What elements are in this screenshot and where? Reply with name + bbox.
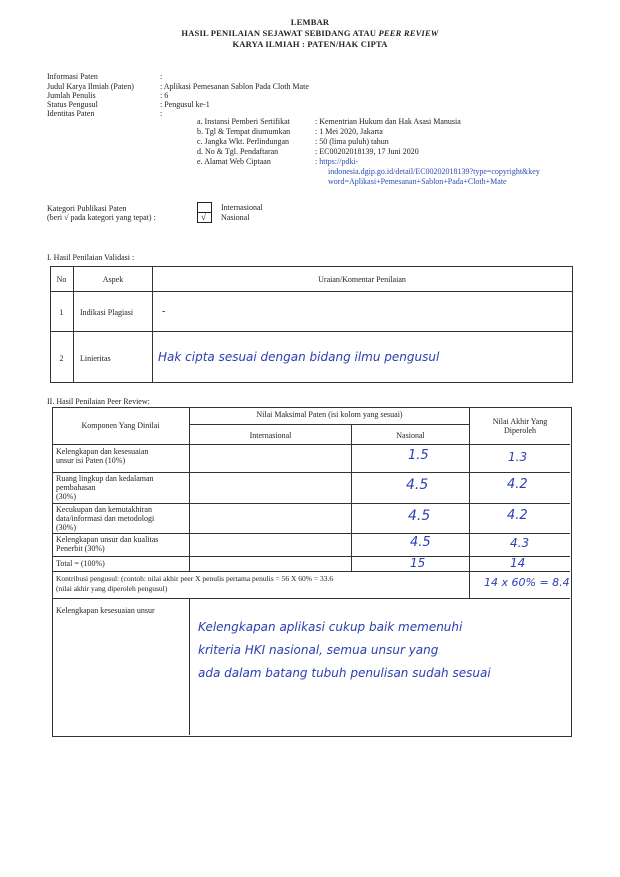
validasi-row1-komentar: - — [162, 306, 166, 317]
validasi-row1-aspek: Indikasi Plagiasi — [80, 308, 134, 317]
info-value-judul: : Aplikasi Pemesanan Sablon Pada Cloth Mate — [160, 82, 309, 91]
info-section-label: Informasi Paten — [47, 72, 98, 81]
review-total-label: Total = (100%) — [56, 559, 105, 568]
info-value-status: : Pengusul ke-1 — [160, 100, 210, 109]
category-label-1: Kategori Publikasi Paten — [47, 204, 127, 213]
header-line2-italic: PEER REVIEW — [378, 28, 439, 38]
komentar-label: Kelengkapan kesesuaian unsur — [56, 606, 155, 615]
komentar-line-2: kriteria HKI nasional, semua unsur yang — [198, 643, 439, 657]
validasi-row2-no: 2 — [59, 354, 64, 363]
review-table — [52, 407, 572, 737]
review-head-nilai-max: Nilai Maksimal Paten (isi kolom yang sesuai) — [256, 410, 403, 419]
review-head-komponen: Komponen Yang Dinilai — [81, 421, 160, 430]
info-label-identitas: Identitas Paten — [47, 109, 95, 118]
review-row4-label-2: Penerbit (30%) — [56, 544, 105, 553]
review-head-nasional: Nasional — [396, 431, 425, 440]
review-row2-label-3: (30%) — [56, 492, 76, 501]
identity-label-a: a. Instansi Pemberi Sertifikat — [197, 117, 290, 126]
identity-label-b: b. Tgl & Tempat diumumkan — [197, 127, 291, 136]
review-row2-label-1: Ruang lingkup dan kedalaman — [56, 474, 154, 483]
komentar-line-3: ada dalam batang tubuh penulisan sudah sesuai — [198, 666, 491, 680]
info-label-jumlah: Jumlah Penulis — [47, 91, 96, 100]
kontribusi-line-1: Kontribusi pengusul: (contoh: nilai akhir peer X penulis pertama penulis = 56 X 60% = 33.6 — [56, 574, 334, 583]
review-row4-akhir: 4.3 — [510, 536, 530, 550]
info-label-status: Status Pengusul — [47, 100, 98, 109]
review-row1-akhir: 1.3 — [508, 450, 528, 464]
web-url-line1[interactable]: : https://pdki- — [315, 157, 359, 166]
web-url-line2[interactable]: indonesia.dgip.go.id/detail/EC00202018139?type=copyright&key — [328, 167, 540, 176]
review-row2-nasional: 4.5 — [406, 477, 429, 493]
identity-label-e: e. Alamat Web Ciptaan — [197, 157, 271, 166]
identity-label-c: c. Jangka Wkt. Perlindungan — [197, 137, 290, 146]
review-head-akhir-2: Diperoleh — [504, 426, 536, 435]
info-label-judul: Judul Karya Ilmiah (Paten) — [47, 82, 134, 91]
validasi-title: I. Hasil Penilaian Validasi : — [47, 253, 135, 262]
review-row3-label-2: data/informasi dan metodologi — [56, 514, 155, 523]
header-line3: KARYA ILMIAH : PATEN/HAK CIPTA — [232, 39, 388, 49]
review-head-internasional: Internasional — [249, 431, 292, 440]
validasi-head-aspek: Aspek — [102, 275, 124, 284]
option-internasional: Internasional — [221, 203, 263, 212]
validasi-head-no: No — [56, 275, 67, 284]
identity-value-c: : 50 (lima puluh) tahun — [315, 137, 389, 146]
info-value-jumlah: : 6 — [160, 91, 169, 100]
option-nasional: Nasional — [221, 213, 250, 222]
review-head-akhir-1: Nilai Akhir Yang — [492, 417, 548, 426]
validasi-row2-aspek: Linieritas — [80, 354, 111, 363]
review-row3-akhir: 4.2 — [507, 508, 528, 523]
web-url-line3[interactable]: word=Aplikasi+Pemesanan+Sablon+Pada+Cloth+Mate — [328, 177, 507, 186]
identity-label-d: d. No & Tgl. Pendaftaran — [197, 147, 279, 156]
validasi-head-komentar: Uraian/Komentar Penilaian — [318, 275, 406, 284]
header-line2 — [0, 28, 620, 38]
review-row3-label-3: (30%) — [56, 523, 76, 532]
identity-value-d: : EC00202018139, 17 Juni 2020 — [315, 147, 419, 156]
review-total-nasional: 15 — [410, 556, 426, 570]
review-row1-label-1: Kelengkapan dan kesesuaian — [56, 447, 149, 456]
header-line1: LEMBAR — [290, 17, 330, 27]
header-line2-prefix: HASIL PENILAIAN SEJAWAT SEBIDANG ATAU — [181, 28, 379, 38]
review-row1-nasional: 1.5 — [408, 448, 429, 463]
review-total-akhir: 14 — [510, 556, 526, 570]
review-row3-label-1: Kecukupan dan kemutakhiran — [56, 505, 152, 514]
info-section-colon: : — [160, 72, 163, 81]
kontribusi-value: 14 x 60% = 8.4 — [484, 576, 570, 589]
info-value-identitas: : — [160, 109, 163, 118]
checkbox-nasional[interactable] — [197, 212, 212, 223]
validasi-row2-komentar: Hak cipta sesuai dengan bidang ilmu pengusul — [158, 350, 440, 364]
review-title: II. Hasil Penilaian Peer Review: — [47, 397, 150, 406]
review-row4-label-1: Kelengkapan unsur dan kualitas — [56, 535, 159, 544]
review-row1-label-2: unsur isi Paten (10%) — [56, 456, 126, 465]
review-row4-nasional: 4.5 — [410, 535, 431, 550]
review-row2-akhir: 4.2 — [507, 477, 528, 492]
identity-value-a: : Kementrian Hukum dan Hak Asasi Manusia — [315, 117, 461, 126]
category-label-2: (beri √ pada kategori yang tepat) : — [47, 213, 156, 222]
check-mark: √ — [201, 212, 206, 222]
komentar-line-1: Kelengkapan aplikasi cukup baik memenuhi — [198, 620, 463, 634]
validasi-row1-no: 1 — [59, 308, 64, 317]
identity-value-b: : 1 Mei 2020, Jakarta — [315, 127, 383, 136]
kontribusi-line-2: (nilai akhir yang diperoleh pengusul) — [56, 584, 168, 593]
review-row2-label-2: pembahasan — [56, 483, 96, 492]
review-row3-nasional: 4.5 — [408, 508, 431, 524]
